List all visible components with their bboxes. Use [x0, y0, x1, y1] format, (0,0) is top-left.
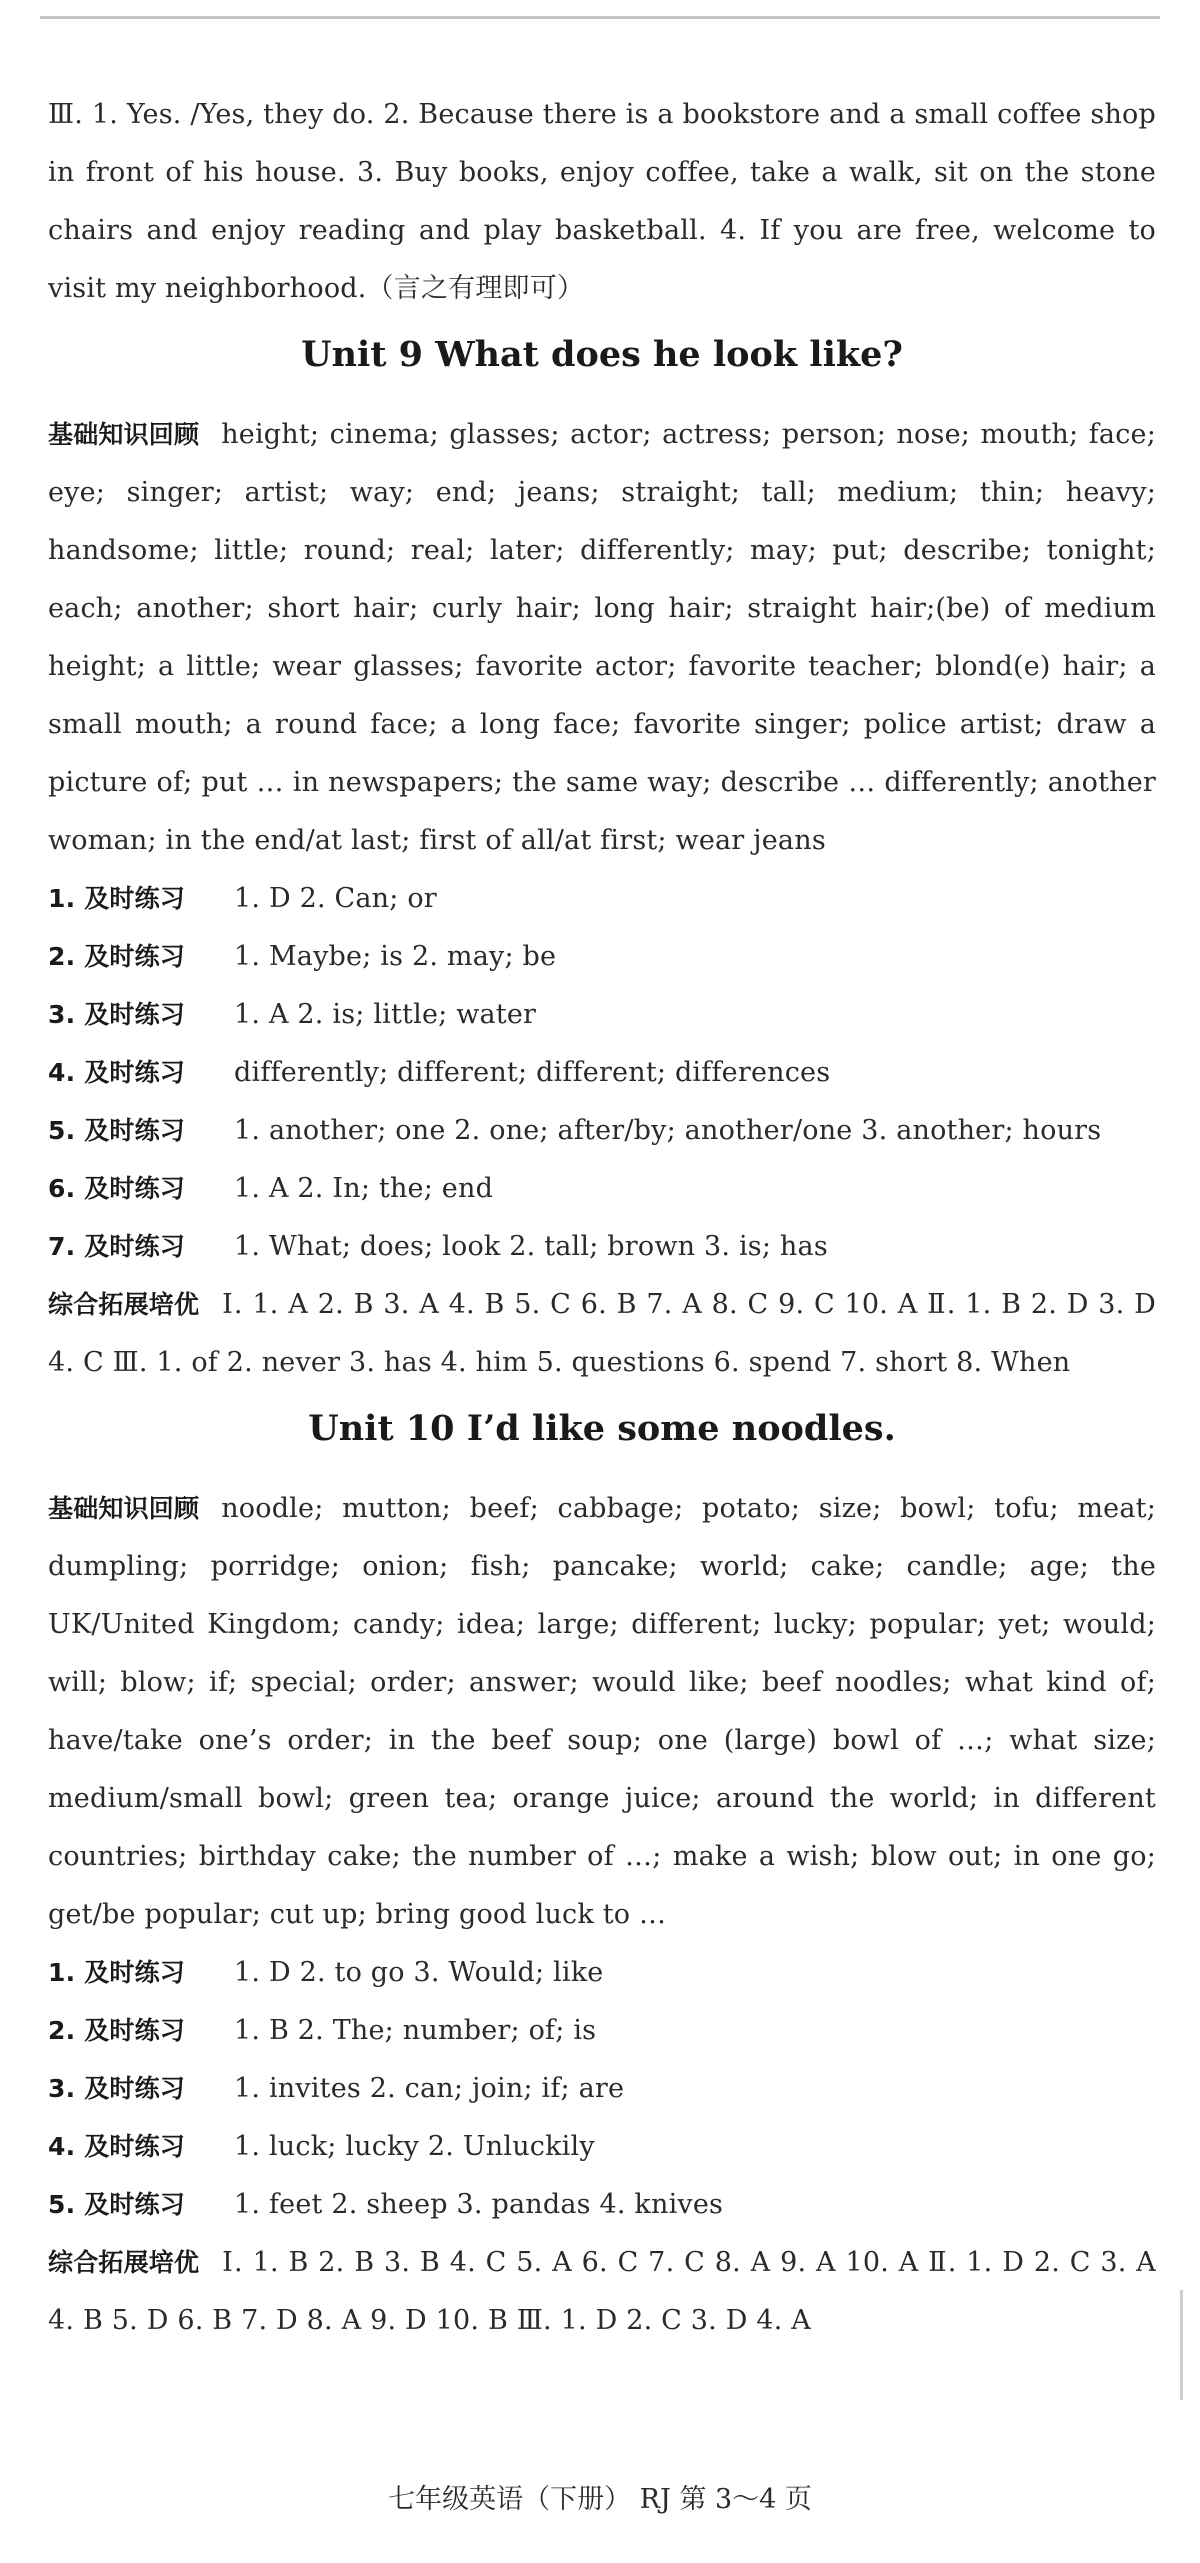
unit10-practice-row — [48, 1944, 1156, 2002]
unit10-extension-text: Ⅰ. 1. B 2. B 3. B 4. C 5. A 6. C 7. C 8. A 9. A 10. A Ⅱ. 1. D 2. C 3. A 4. B 5. D 6. B 7. D 8. A 9. D 10. B Ⅲ. 1. D 2. C 3. D 4. A — [48, 2247, 1156, 2336]
unit10-extension-paragraph — [48, 2234, 1156, 2350]
unit10-title: Unit 10 I’d like some noodles. — [308, 1408, 896, 1449]
practice-answer: 1. invites 2. can; join; if; are — [234, 2073, 625, 2104]
unit9-extension-label: 综合拓展培优 — [48, 1290, 200, 1319]
margin-mark — [1180, 2290, 1183, 2400]
unit10-practice-row — [48, 2060, 1156, 2118]
unit10-review-text: noodle; mutton; beef; cabbage; potato; size; bowl; tofu; meat; dumpling; porridge; onion; fish; pancake; world; cake; candle; age; the UK/United Kingdom; candy; idea; large; different; lucky; popular; yet; would; will; blow; if; special; order; answer; would like; beef noodles; what kind of; have/take one’s order; in the beef soup; one (large) bowl of …; what size; medium/small bowl; green tea; orange juice; around the world; in different countries; birthday cake; the number of …; make a wish; blow out; in one go; get/be popular; cut up; bring good luck to … — [48, 1493, 1156, 1930]
unit9-practice-row — [48, 928, 1156, 986]
unit8-tail-paragraph: Ⅲ. 1. Yes. /Yes, they do. 2. Because there is a bookstore and a small coffee shop in front of his house. 3. Buy books, enjoy coffee, take a walk, sit on the stone chairs and enjoy reading and play basketball. 4. If you are free, welcome to visit my neighborhood.（言之有理即可） — [48, 99, 1156, 304]
unit9-practice-row — [48, 870, 1156, 928]
unit10-review-paragraph — [48, 1480, 1156, 1944]
practice-answer: 1. feet 2. sheep 3. pandas 4. knives — [234, 2189, 724, 2220]
practice-answer: 1. A 2. is; little; water — [234, 999, 537, 1030]
unit9-review-label: 基础知识回顾 — [48, 420, 200, 449]
practice-label: 1. 及时练习 — [48, 1958, 185, 1987]
unit9-extension-paragraph — [48, 1276, 1156, 1392]
unit10-practice-row — [48, 2002, 1156, 2060]
practice-answer: 1. D 2. to go 3. Would; like — [234, 1957, 604, 1988]
practice-label: 6. 及时练习 — [48, 1174, 185, 1203]
unit10-review-label: 基础知识回顾 — [48, 1494, 200, 1523]
unit9-title: Unit 9 What does he look like? — [301, 334, 903, 375]
practice-answer: 1. another; one 2. one; after/by; another/one 3. another; hours — [234, 1115, 1102, 1146]
practice-answer: 1. Maybe; is 2. may; be — [234, 941, 557, 972]
practice-label: 1. 及时练习 — [48, 884, 185, 913]
practice-label: 4. 及时练习 — [48, 2132, 185, 2161]
practice-label: 3. 及时练习 — [48, 2074, 185, 2103]
unit9-practice-row — [48, 1102, 1156, 1160]
practice-label: 4. 及时练习 — [48, 1058, 185, 1087]
practice-answer: differently; different; different; differences — [234, 1057, 831, 1088]
unit10-practice-row — [48, 2118, 1156, 2176]
unit9-review-paragraph — [48, 406, 1156, 870]
unit10-extension-label: 综合拓展培优 — [48, 2248, 200, 2277]
unit9-practice-row — [48, 1160, 1156, 1218]
practice-label: 5. 及时练习 — [48, 1116, 185, 1145]
practice-answer: 1. B 2. The; number; of; is — [234, 2015, 597, 2046]
practice-label: 2. 及时练习 — [48, 2016, 185, 2045]
unit9-practice-row — [48, 1044, 1156, 1102]
unit9-practice-row — [48, 986, 1156, 1044]
unit9-practice-row — [48, 1218, 1156, 1276]
practice-label: 2. 及时练习 — [48, 942, 185, 971]
practice-label: 5. 及时练习 — [48, 2190, 185, 2219]
practice-answer: 1. D 2. Can; or — [234, 883, 437, 914]
page-content — [48, 86, 1156, 2350]
practice-label: 7. 及时练习 — [48, 1232, 185, 1261]
top-divider — [40, 16, 1160, 19]
practice-answer: 1. A 2. In; the; end — [234, 1173, 494, 1204]
unit9-review-text: height; cinema; glasses; actor; actress; person; nose; mouth; face; eye; singer; artist; way; end; jeans; straight; tall; medium; thin; heavy; handsome; little; round; real; later; differently; may; put; describe; tonight; each; another; short hair; curly hair; long hair; straight hair;(be) of medium height; a little; wear glasses; favorite actor; favorite teacher; blond(e) hair; a small mouth; a round face; a long face; favorite singer; police artist; draw a picture of; put … in newspapers; the same way; describe … differently; another woman; in the end/at last; first of all/at first; wear jeans — [48, 419, 1156, 856]
unit9-extension-text: Ⅰ. 1. A 2. B 3. A 4. B 5. C 6. B 7. A 8. C 9. C 10. A Ⅱ. 1. B 2. D 3. D 4. C Ⅲ. 1. of 2. never 3. has 4. him 5. questions 6. spend 7. short 8. When — [48, 1289, 1156, 1378]
practice-answer: 1. luck; lucky 2. Unluckily — [234, 2131, 595, 2162]
practice-label: 3. 及时练习 — [48, 1000, 185, 1029]
page-footer: 七年级英语（下册） RJ 第 3～4 页 — [388, 2484, 812, 2515]
unit10-practice-row — [48, 2176, 1156, 2234]
practice-answer: 1. What; does; look 2. tall; brown 3. is; has — [234, 1231, 828, 1262]
